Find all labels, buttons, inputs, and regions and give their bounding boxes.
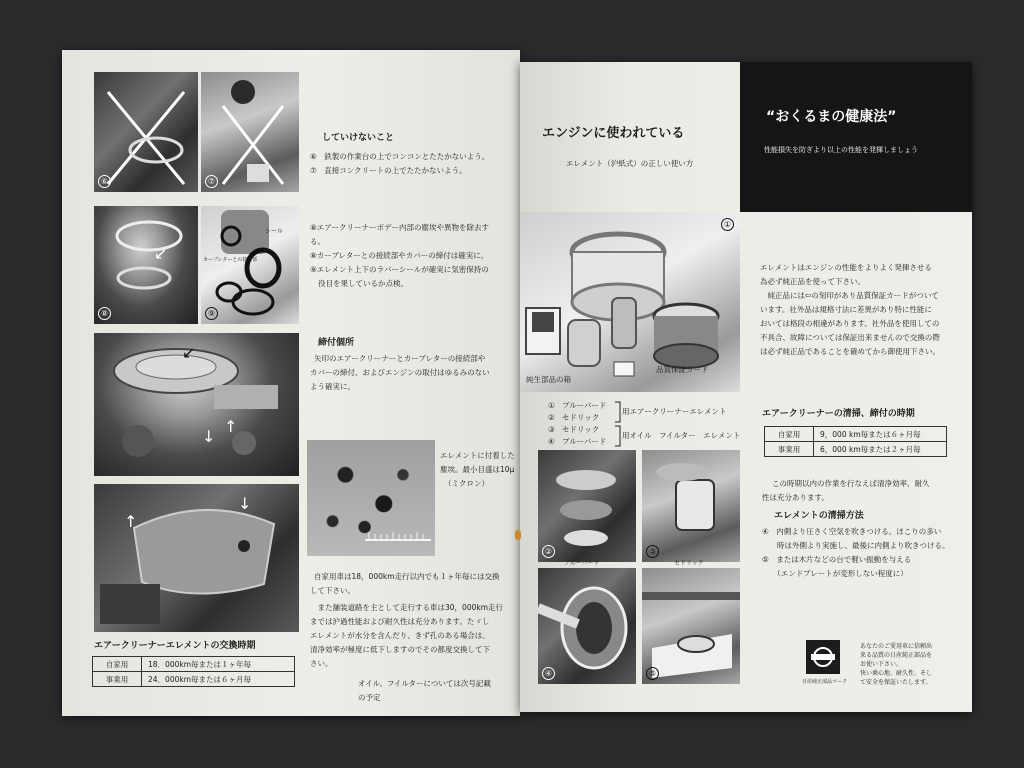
photo-2-bluebird	[538, 450, 636, 562]
photo-1-elements	[520, 212, 740, 392]
parts-name: ブルーバード	[562, 437, 607, 446]
right-page	[520, 62, 972, 712]
photo-label: シール	[265, 228, 283, 235]
exchange-table	[92, 656, 295, 687]
intro-line: 為必ず純正品を使って下さい。	[760, 277, 865, 286]
photo-number: ①	[721, 218, 734, 231]
arrow-icon: ↓	[202, 427, 216, 446]
intro-line: おいては格段の相違があります。社外品を使用しての	[760, 319, 940, 328]
intro-line: います。社外品は規格寸法に差異があり特に性能に	[760, 305, 932, 314]
section-line: 役目を果しているか点検。	[318, 279, 408, 288]
photo-caption: ブルーバード	[564, 560, 600, 567]
table-cell-value: 9，000 km毎または６ヶ月毎	[814, 427, 947, 442]
footer-line: お使い下さい。	[860, 661, 903, 668]
photo-engine-bay	[94, 333, 299, 476]
title-block	[740, 62, 972, 212]
photo-number: ④	[542, 667, 555, 680]
photo-label: カーブレターとの接続部	[203, 257, 258, 263]
photo-micro-dust	[307, 440, 435, 556]
section-line: ⑧カーブレターとの接続部やカバーの締付は確実に。	[310, 251, 489, 260]
photo-number: ③	[646, 545, 659, 558]
photo-4-air-blow	[538, 568, 636, 684]
arrow-icon: ↑	[224, 417, 238, 436]
section-line: カバーの締付、およびエンジンの取付はゆるみのない	[310, 368, 490, 377]
oil-note: オイル、フイルターについては次号記載	[358, 679, 491, 688]
section-line: ⑦ 直接コンクリートの上でたたかないよう。	[310, 166, 467, 175]
left-page	[62, 50, 520, 716]
parts-group-label: 用エアークリーナーエレメント	[622, 407, 727, 416]
table-cell-type: 自家用	[93, 657, 142, 672]
footer-line: あなたのご愛用車に信頼出	[860, 643, 933, 650]
clean-table	[764, 426, 947, 457]
photo-number: ⑥	[98, 175, 111, 188]
photo-6-table	[94, 72, 198, 192]
clean-note: 性は充分あります。	[762, 493, 829, 502]
photo-7-concrete	[201, 72, 299, 192]
nissan-parts-mark	[806, 640, 840, 674]
section-line: ⑧エアークリーナーボデー内部の塵埃や異物を除去す	[310, 223, 489, 232]
intro-line: エレメントはエンジンの性能をよりよく発揮させる	[760, 263, 932, 272]
table-cell-type: 事業用	[93, 672, 142, 687]
table-row	[93, 672, 295, 687]
parts-name: セドリック	[562, 425, 600, 434]
table-cell-type: 自家用	[765, 427, 814, 442]
health-subtitle: 性能損失を防ぎより以上の性能を発揮しましょう	[764, 146, 918, 154]
exchange-heading: エアークリーナーエレメントの交換時期	[94, 641, 256, 651]
binding-staple	[515, 530, 521, 540]
parts-num: ③	[548, 425, 555, 434]
parts-num: ②	[548, 413, 555, 422]
photo-caption: セドリック	[674, 560, 704, 567]
parts-num: ①	[548, 401, 555, 410]
parts-bracket	[614, 400, 622, 448]
clean-note: この時期以内の作業を行なえば清浄効率、耐久	[772, 479, 930, 488]
table-cell-value: 6，000 km毎または２ヶ月毎	[814, 442, 947, 457]
photo-number: ②	[542, 545, 555, 558]
section-line: る。	[310, 237, 325, 246]
parts-group-label: 用オイル フイルター エレメント	[622, 431, 741, 440]
photo-number: ⑧	[98, 307, 111, 320]
parts-name: ブルーバード	[562, 401, 607, 410]
table-cell-value: 24．000km毎または６ヶ月毎	[142, 672, 295, 687]
section-heading: していけないこと	[322, 133, 395, 143]
method-line: 時は外側より実施し、最後に内側より吹きつける。	[762, 541, 950, 550]
mark-caption: 日産純正部品マーク	[802, 679, 848, 685]
photo-5-tapping	[642, 568, 740, 684]
oil-note: の予定	[358, 693, 381, 702]
body-line: さい。	[310, 659, 333, 668]
method-line: ④ 内側より圧さく空気を吹きつける。ほこりの多い	[762, 527, 942, 536]
intro-line: 不具合、故障については保証出来ませんので交換の際	[760, 333, 940, 342]
table-row	[765, 427, 947, 442]
method-line: ⑤ または木片などの台で軽い振動を与える	[762, 555, 912, 564]
photo-cleaner-top	[94, 484, 299, 632]
box-label: 純生部品の箱	[526, 375, 571, 384]
footer-line: 快い乗心地、耐久性、そし	[860, 670, 933, 677]
photo-8-cleaner-body	[94, 206, 198, 324]
intro-line: 純正品には⇦の刻印があり品質保証カードがついて	[760, 291, 939, 300]
method-heading: エレメントの清掃方法	[774, 511, 864, 521]
page-subtitle: エレメント（沪紙式）の正しい使い方	[566, 159, 694, 168]
micro-caption: エレメントに付着した	[440, 451, 515, 460]
parts-name: セドリック	[562, 413, 600, 422]
health-title: “おくるまの健康法”	[766, 109, 897, 125]
footer-line: て安全を保証いたします。	[860, 679, 932, 686]
body-line: エレメントが水分を含んだり、きず孔のある場合は、	[310, 631, 490, 640]
arrow-icon: ↓	[238, 494, 252, 513]
section-line: 矢印のエアークリーナーとカーブレターの接続部や	[314, 354, 486, 363]
body-line: 清浄効率が極度に低下しますのでその都度交換して下	[310, 645, 490, 654]
card-label: 品質保証カード	[656, 365, 709, 374]
parts-num: ④	[548, 437, 555, 446]
method-line: （エンドプレートが変形しない程度に）	[762, 569, 908, 578]
body-line: また舗装道路を主として走行する車は30，000km走行	[310, 603, 504, 612]
table-cell-type: 事業用	[765, 442, 814, 457]
section-line: よう確実に。	[310, 382, 355, 391]
photo-number: ⑦	[205, 175, 218, 188]
body-line: までは沪過性能および耐久性は充分あります。たゞし	[310, 617, 490, 626]
micro-caption: 塵埃。最小目盛は10μ	[440, 465, 515, 474]
photo-9-rubber-seal	[201, 206, 299, 324]
table-cell-value: 18．000km毎または１ヶ年毎	[142, 657, 295, 672]
body-line: 自家用車は18，000km走行以内でも１ヶ年毎には交換	[314, 572, 500, 581]
photo-number: ⑨	[205, 307, 218, 320]
clean-heading: エアークリーナーの清掃、締付の時期	[762, 409, 915, 419]
micro-caption: （ミクロン）	[444, 479, 489, 488]
photo-number: ⑤	[646, 667, 659, 680]
body-line: して下さい。	[310, 586, 355, 595]
intro-line: は必ず純正品であることを確めてから御使用下さい。	[760, 347, 940, 356]
photo-3-cedric	[642, 450, 740, 562]
page-title: エンジンに使われている	[542, 126, 685, 141]
arrow-icon: ↙	[182, 343, 196, 362]
section-heading: 締付個所	[318, 338, 355, 348]
section-line: ⑨エレメント上下のラバーシールが確実に気密保持の	[310, 265, 489, 274]
table-row	[765, 442, 947, 457]
footer-line: 来る品質の日産純正部品を	[860, 652, 933, 659]
arrow-icon: ↑	[124, 512, 138, 531]
table-row	[93, 657, 295, 672]
section-line: ⑥ 鉄製の作業台の上でコンコンとたたかないよう。	[310, 152, 490, 161]
arrow-icon: ↙	[154, 244, 168, 263]
